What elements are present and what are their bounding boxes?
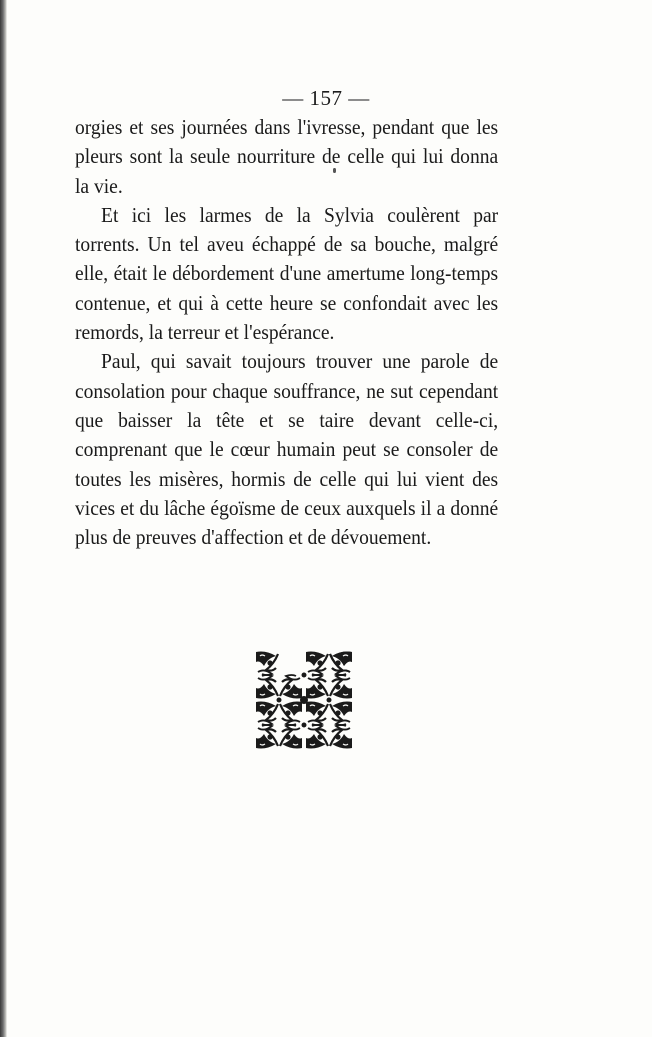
paragraph-3: Paul, qui savait toujours trouver une parole de consolation pour chaque souffrance, ne sut cependant que baisser la tête et se taire devant celle-ci, comprenant que le cœur humain peut se consoler de toutes les misères, hormis de celle qui lui vient des vices et du lâche égoïsme de ceux auxquels il a donné plus de preuves d'affection et de dévouement.: [75, 349, 499, 550]
paragraph-1: orgies et ses journées dans l'ivresse, pendant que les pleurs sont la seule nourriture de celle qui lui donna la vie.: [75, 115, 499, 198]
page-number: — 157 —: [282, 86, 370, 110]
paragraph-2: Et ici les larmes de la Sylvia coulèrent par torrents. Un tel aveu échappé de sa bouche, malgré elle, était le débordement d'une amertume long-temps contenue, et qui à cette heure se confondait avec les remords, la terreur et l'espérance.: [75, 202, 499, 345]
floral-ornament-icon: [254, 650, 354, 750]
page-spine-edge: [0, 0, 7, 1037]
ink-speck: [333, 168, 336, 173]
page-body-text: [75, 113, 498, 552]
